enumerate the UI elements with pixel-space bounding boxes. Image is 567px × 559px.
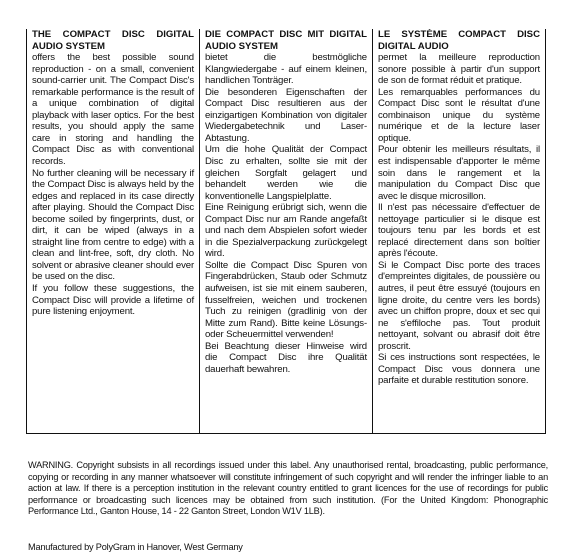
paragraph: Si ces instructions sont respectées, le Compact Disc vous donnera une parfaite et durable restitution sonore. (378, 352, 540, 387)
paragraph: permet la meilleure reproduction sonore possible à partir d'un support de son de format réduit et pratique. (378, 52, 540, 87)
column-title: THE COMPACT DISC DIGITAL AUDIO SYSTEM (32, 29, 194, 52)
care-instructions-columns (26, 29, 546, 434)
paragraph: No further cleaning will be necessary if the Compact Disc is always held by the edges and replaced in its case directly after playing. Should the Compact Disc become soiled by fingerprints, dust, or dirt, it can be wiped (always in a straight line from centre to edge) with a clean and lint-free, soft, dry cloth. No solvent or abrasive cleaner should ever be used on the disc. (32, 167, 194, 283)
paragraph: Si le Compact Disc porte des traces d'empreintes digitales, de poussière ou autres, il peut être essuyé (toujours en ligne droite, du centre vers les bords) avec un chiffon propre, doux et sec qui ne s'effiloche pas. Tout produit nettoyant, solvant ou abrasif doit être proscrit. (378, 259, 540, 352)
paragraph: Il n'est pas nécessaire d'effectuer de nettoyage particulier si le disque est toujours tenu par les bords et est replacé directement dans son boîtier après l'écoute. (378, 202, 540, 260)
paragraph: Bei Beachtung dieser Hinweise wird die Compact Disc ihre Qualität dauerhaft bewahren. (205, 340, 367, 375)
column-english (27, 29, 199, 433)
paragraph: Sollte die Compact Disc Spuren von Fingerabdrücken, Staub oder Schmutz aufweisen, ist sie mit einem sauberen, fusselfreien, weichen und trockenen Tuch zu reinigen (gradlinig von der Mitte zum Rand). Bitte keine Lösungs- oder Scheuermittel verwenden! (205, 259, 367, 341)
column-title: LE SYSTÈME COMPACT DISC DIGITAL AUDIO (378, 29, 540, 52)
paragraph: If you follow these suggestions, the Compact Disc will provide a lifetime of pure listening enjoyment. (32, 283, 194, 318)
column-german (199, 29, 372, 433)
copyright-warning: WARNING. Copyright subsists in all recordings issued under this label. Any unauthorised rental, broadcasting, public performance, copying or recording in any manner whatsoever will constitute infringement of such copyright and will render the infringer liable to an action at law. If there is a perception institution in the relevant country entitled to grant licences for the use of recordings for public performance or broadcasting such licences may be obtained from such institution. (For the United Kingdom: Phonographic Performance Ltd., Ganton House, 14 - 22 Ganton Street, London W1V 1LB). (28, 460, 548, 516)
column-title: DIE COMPACT DISC MIT DIGITAL AUDIO SYSTEM (205, 29, 367, 52)
paragraph: Um die hohe Qualität der Compact Disc zu erhalten, sollte sie mit der gleichen Sorgfalt gelagert und behandelt werden wie die konventionelle Langspielplatte. (205, 144, 367, 202)
paragraph: offers the best possible sound reproduction - on a small, convenient sound-carrier unit. The Compact Disc's remarkable performance is the result of a unique combination of digital playback with laser optics. For the best results, you should apply the same care in storing and handling the Compact Disc as with conventional records. (32, 52, 194, 168)
column-french (372, 29, 545, 433)
manufacturer-note: Manufactured by PolyGram in Hanover, West Germany (28, 542, 243, 552)
paragraph: Die besonderen Eigenschaften der Compact Disc resultieren aus der einzigartigen Kombination von digitaler Wiedergabetechnik und Laser-Abtastung. (205, 86, 367, 144)
paragraph: Pour obtenir les meilleurs résultats, il est indispensable d'apporter le même soin dans le rangement et la manipulation du Compact Disc que avec le disque microsillon. (378, 144, 540, 202)
paragraph: Les remarquables performances du Compact Disc sont le résultat d'une combinaison unique du système numérique et de la lecture laser optique. (378, 86, 540, 144)
paragraph: Eine Reinigung erübrigt sich, wenn die Compact Disc nur am Rande angefaßt und nach dem Abspielen sofort wieder in die Spezialverpackung zurückgelegt wird. (205, 202, 367, 260)
paragraph: bietet die bestmögliche Klangwiedergabe - auf einem kleinen, handlichen Tonträger. (205, 52, 367, 87)
